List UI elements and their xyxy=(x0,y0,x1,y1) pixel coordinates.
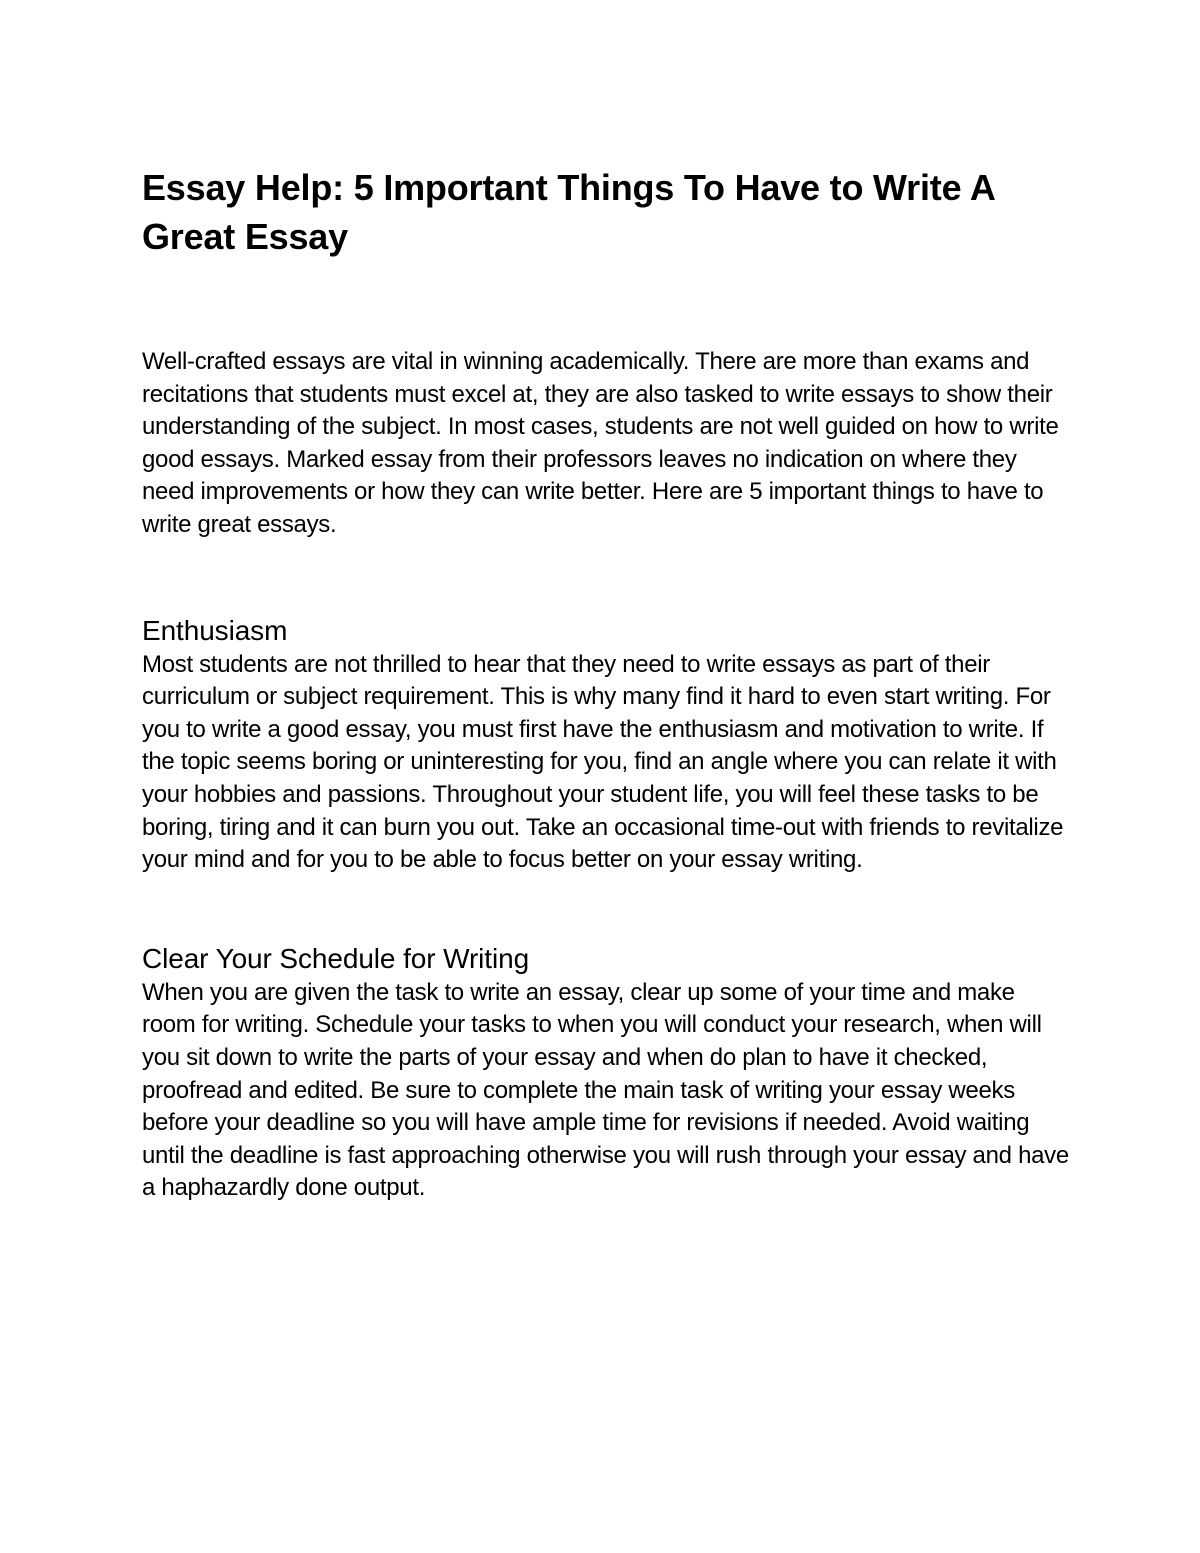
document-title: Essay Help: 5 Important Things To Have to Write A Great Essay xyxy=(142,167,995,257)
section-body: When you are given the task to write an essay, clear up some of your time and make room for writing. Schedule your tasks to when you will conduct your research, when will you sit down to write the parts of your essay and when do plan to have it checked, proofread and edited. Be sure to complete the main task of writing your essay weeks before your deadline so you will have ample time for revisions if needed. Avoid waiting until the deadline is fast approaching otherwise you will rush through your essay and have a haphazardly done output. xyxy=(142,978,1069,1202)
document-content xyxy=(142,163,1072,1205)
section-clear-schedule xyxy=(142,941,1072,1205)
section-enthusiasm xyxy=(142,613,1072,877)
intro-paragraph: Well-crafted essays are vital in winning academically. There are more than exams and recitations that students must excel at, they are also tasked to write essays to show their understanding of the subject. In most cases, students are not well guided on how to write good essays. Marked essay from their professors leaves no indication on where they need improvements or how they can write better. Here are 5 important things to have to write great essays. xyxy=(142,348,1059,538)
section-heading: Enthusiasm xyxy=(142,614,288,646)
section-body: Most students are not thrilled to hear that they need to write essays as part of their curriculum or subject requirement. This is why many find it hard to even start writing. For you to write a good essay, you must first have the enthusiasm and motivation to write. If the topic seems boring or uninteresting for you, find an angle where you can relate it with your hobbies and passions. Throughout your student life, you will feel these tasks to be boring, tiring and it can burn you out. Take an occasional time-out with friends to revitalize your mind and for you to be able to focus better on your essay writing. xyxy=(142,650,1064,874)
section-heading: Clear Your Schedule for Writing xyxy=(142,942,530,974)
